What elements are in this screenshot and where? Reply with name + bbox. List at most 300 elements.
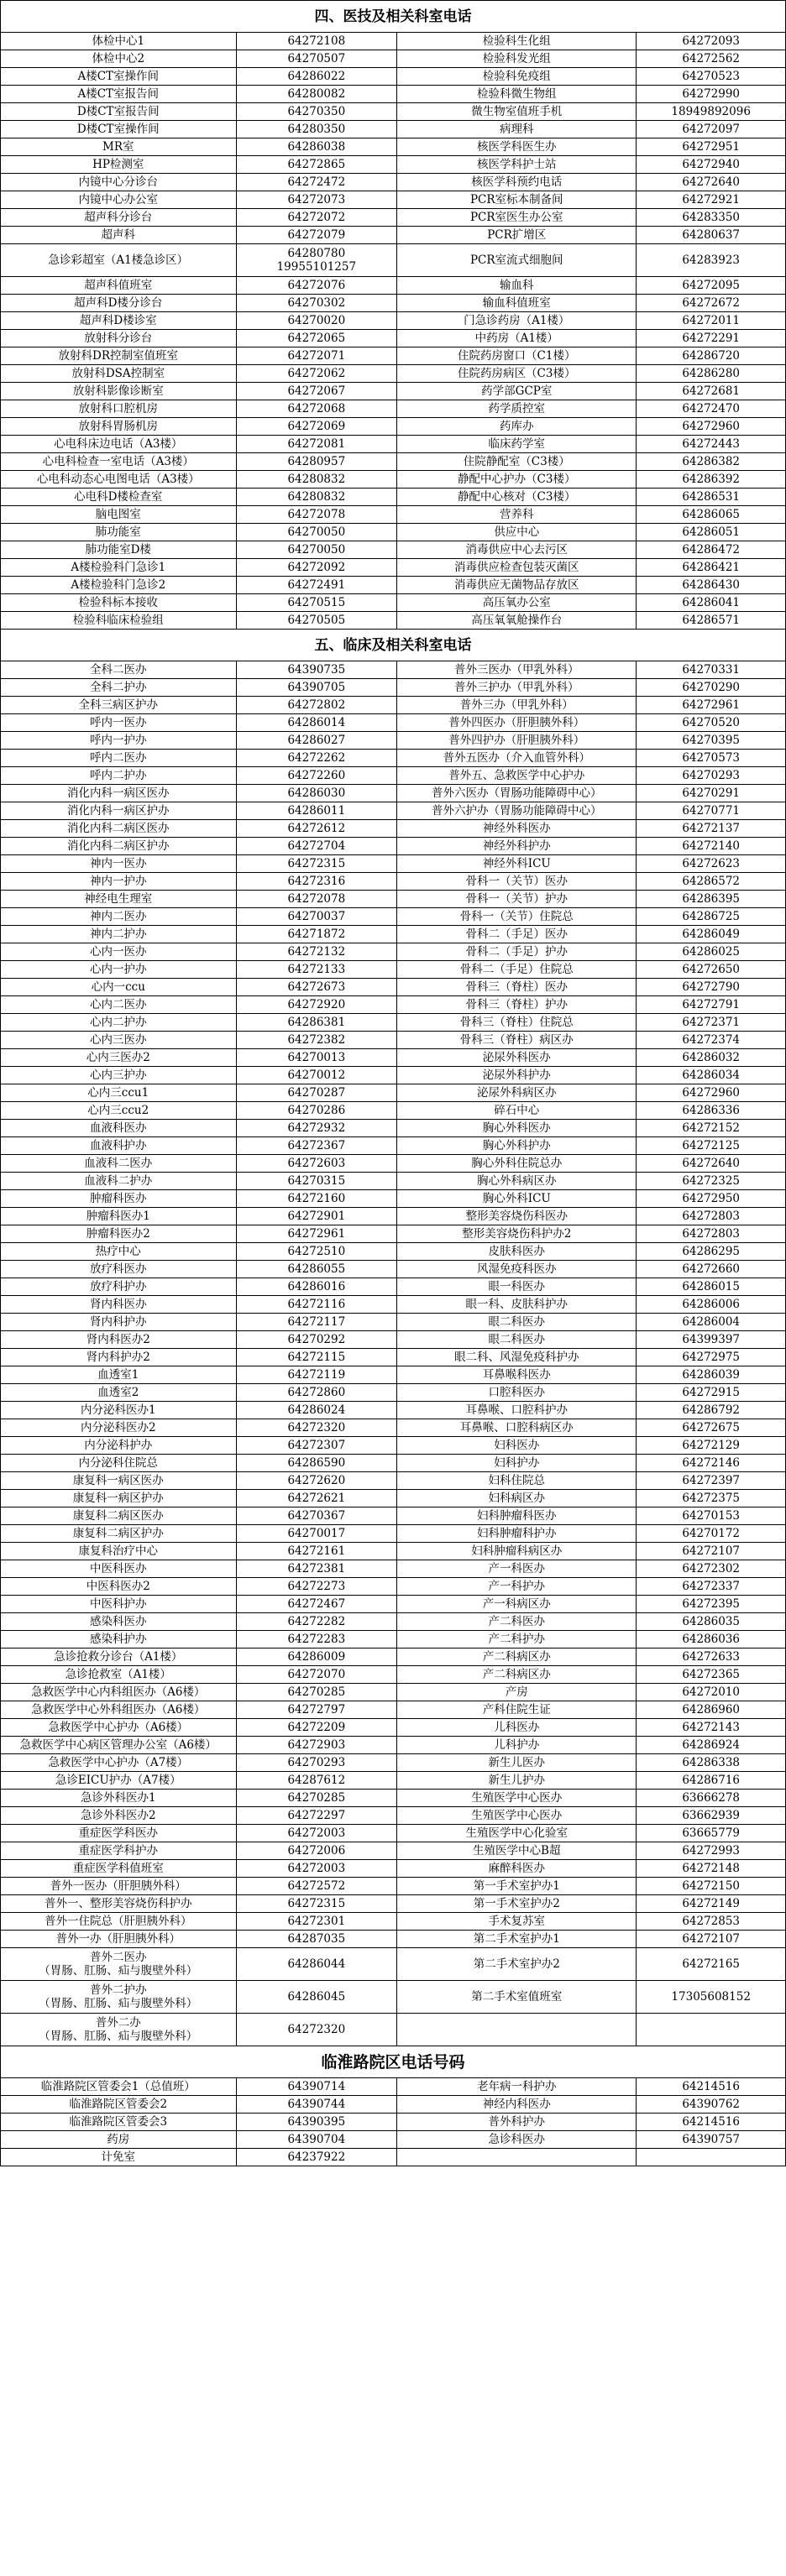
department-name: 泌尿外科医办 — [397, 1049, 637, 1067]
department-name: 心内一ccu — [1, 979, 237, 996]
phone-number: 63666278 — [637, 1790, 786, 1807]
department-name: 静配中心核对（C3楼） — [397, 489, 637, 506]
table-row — [1, 855, 786, 873]
phone-number: 64272612 — [236, 820, 397, 838]
table-row — [1, 209, 786, 227]
phone-number: 64286014 — [236, 714, 397, 732]
table-row — [1, 50, 786, 68]
phone-number: 64272260 — [236, 767, 397, 785]
department-name: 检验科生化组 — [397, 33, 637, 50]
phone-number: 64390705 — [236, 679, 397, 697]
phone-number: 64272161 — [236, 1543, 397, 1560]
phone-number: 64272621 — [236, 1490, 397, 1507]
phone-number: 64272307 — [236, 1437, 397, 1455]
department-name: 胸心外科病区办 — [397, 1173, 637, 1190]
department-name: 肾内科医办2 — [1, 1331, 237, 1349]
department-name — [1, 1981, 237, 2014]
department-name: 检验科微生物组 — [397, 86, 637, 103]
phone-number: 64272467 — [236, 1596, 397, 1613]
phone-number: 64272375 — [637, 1490, 786, 1507]
section-title: 五、临床及相关科室电话 — [1, 630, 786, 661]
table-row — [1, 1032, 786, 1049]
cell-line: 19955101257 — [276, 260, 357, 274]
phone-number: 64286030 — [236, 785, 397, 802]
phone-number: 64272062 — [236, 365, 397, 383]
phone-number: 64270285 — [236, 1790, 397, 1807]
phone-number: 64272078 — [236, 506, 397, 524]
phone-number: 64272095 — [637, 277, 786, 295]
department-name: 碎石中心 — [397, 1102, 637, 1120]
phone-number: 64272603 — [236, 1155, 397, 1173]
phone-number: 64272940 — [637, 156, 786, 174]
phone-number: 64271872 — [236, 926, 397, 943]
department-name: 产二科医办 — [397, 1613, 637, 1631]
phone-number: 64272791 — [637, 996, 786, 1014]
department-name: 体检中心2 — [1, 50, 237, 68]
department-name: 生殖医学中心B超 — [397, 1842, 637, 1860]
department-name: 康复科治疗中心 — [1, 1543, 237, 1560]
department-name: 营养科 — [397, 506, 637, 524]
department-name: 普外一医办（肝胆胰外科） — [1, 1878, 237, 1895]
phone-number: 64286472 — [637, 541, 786, 559]
department-name: 放疗科护办 — [1, 1278, 237, 1296]
department-name: 骨科三（脊柱）住院总 — [397, 1014, 637, 1032]
department-name: 胸心外科护办 — [397, 1137, 637, 1155]
phone-number: 64272950 — [637, 1190, 786, 1208]
department-name: 耳鼻喉、口腔科病区办 — [397, 1419, 637, 1437]
phone-number: 64390757 — [637, 2131, 786, 2149]
phone-number: 64272443 — [637, 436, 786, 453]
phone-number: 64286571 — [637, 612, 786, 630]
table-row — [1, 594, 786, 612]
department-name: 高压氧氧舱操作台 — [397, 612, 637, 630]
department-name: 心内三ccu1 — [1, 1084, 237, 1102]
phone-number: 64270315 — [236, 1173, 397, 1190]
department-name: 检验科发光组 — [397, 50, 637, 68]
department-name: 心电科检查一室电话（A3楼） — [1, 453, 237, 471]
table-row — [1, 1860, 786, 1878]
department-name: 放射科分诊台 — [1, 330, 237, 347]
cell-line: （胃肠、肛肠、疝与腹壁外科） — [39, 2030, 198, 2043]
cell-line: （胃肠、肛肠、疝与腹壁外科） — [39, 1997, 198, 2010]
phone-number: 64286924 — [637, 1737, 786, 1754]
cell-line: 普外二办 — [95, 2016, 141, 2030]
department-name: 神内一护办 — [1, 873, 237, 891]
phone-number: 64270050 — [236, 524, 397, 541]
phone-number: 64272129 — [637, 1437, 786, 1455]
phone-number: 64214516 — [637, 2114, 786, 2131]
phone-number: 64272803 — [637, 1208, 786, 1225]
department-name: 神内二医办 — [1, 908, 237, 926]
department-name: 泌尿外科护办 — [397, 1067, 637, 1084]
cell-line: 普外二医办 — [90, 1951, 147, 1964]
table-row — [1, 873, 786, 891]
phone-number: 64272681 — [637, 383, 786, 400]
phone-number: 64272853 — [637, 1913, 786, 1931]
phone-number: 64272961 — [637, 697, 786, 714]
department-name: 普外一、整形美容烧伤科护办 — [1, 1895, 237, 1913]
department-name: 神经外科ICU — [397, 855, 637, 873]
table-row — [1, 1613, 786, 1631]
table-row — [1, 1208, 786, 1225]
table-row — [1, 2149, 786, 2166]
department-name: 内镜中心分诊台 — [1, 174, 237, 191]
phone-number: 64272371 — [637, 1014, 786, 1032]
department-name: 第一手术室护办2 — [397, 1895, 637, 1913]
table-row — [1, 1525, 786, 1543]
phone-number: 64270286 — [236, 1102, 397, 1120]
table-row — [1, 1895, 786, 1913]
phone-number: 64272092 — [236, 559, 397, 577]
phone-number: 64272146 — [637, 1455, 786, 1472]
table-row — [1, 1049, 786, 1067]
phone-number: 64237922 — [236, 2149, 397, 2166]
table-row — [1, 1666, 786, 1684]
department-name: 产房 — [397, 1684, 637, 1701]
table-row — [1, 1243, 786, 1261]
department-name — [397, 2149, 637, 2166]
department-name: 儿科医办 — [397, 1719, 637, 1737]
phone-number: 64287035 — [236, 1931, 397, 1948]
phone-number: 64286032 — [637, 1049, 786, 1067]
phone-number: 64270050 — [236, 541, 397, 559]
table-row — [1, 1737, 786, 1754]
department-name: PCR室流式细胞间 — [397, 244, 637, 277]
department-name: 呼内二护办 — [1, 767, 237, 785]
department-name: 放射科DR控制室值班室 — [1, 347, 237, 365]
phone-number: 64272011 — [637, 312, 786, 330]
table-row — [1, 785, 786, 802]
department-name: 感染科医办 — [1, 1613, 237, 1631]
department-name: 供应中心 — [397, 524, 637, 541]
phone-number: 64272990 — [637, 86, 786, 103]
department-name: 眼二科医办 — [397, 1314, 637, 1331]
department-name: 重症医学科医办 — [1, 1825, 237, 1842]
department-name: 风湿免疫科医办 — [397, 1261, 637, 1278]
phone-number: 64272960 — [637, 418, 786, 436]
phone-number: 64272107 — [637, 1931, 786, 1948]
table-row — [1, 767, 786, 785]
phone-number: 64272640 — [637, 174, 786, 191]
phone-number: 64270520 — [637, 714, 786, 732]
department-name: 超声科D楼分诊台 — [1, 295, 237, 312]
phone-number: 64270172 — [637, 1525, 786, 1543]
department-name: 计免室 — [1, 2149, 237, 2166]
phone-number: 64280832 — [236, 489, 397, 506]
department-name: 康复科二病区医办 — [1, 1507, 237, 1525]
cell-line: 64280780 — [287, 247, 346, 260]
phone-number: 64272262 — [236, 750, 397, 767]
phone-number: 64272125 — [637, 1137, 786, 1155]
table-row — [1, 961, 786, 979]
table-row — [1, 1384, 786, 1402]
phone-number: 64272273 — [236, 1578, 397, 1596]
department-name: 生殖医学中心医办 — [397, 1790, 637, 1807]
phone-number: 64286725 — [637, 908, 786, 926]
department-name: 整形美容烧伤科护办2 — [397, 1225, 637, 1243]
table-row — [1, 559, 786, 577]
department-name: 病理科 — [397, 121, 637, 138]
phone-number: 64272117 — [236, 1314, 397, 1331]
phone-number: 64286430 — [637, 577, 786, 594]
table-row — [1, 943, 786, 961]
table-row — [1, 383, 786, 400]
table-row — [1, 1155, 786, 1173]
phone-number: 64272108 — [236, 33, 397, 50]
phone-number: 64286590 — [236, 1455, 397, 1472]
phone-number: 64272640 — [637, 1155, 786, 1173]
table-row — [1, 191, 786, 209]
phone-number: 64272073 — [236, 191, 397, 209]
department-name: 输血科 — [397, 277, 637, 295]
table-row — [1, 1455, 786, 1472]
phone-number: 64272802 — [236, 697, 397, 714]
department-name: 第二手术室护办2 — [397, 1948, 637, 1981]
table-row — [1, 1649, 786, 1666]
phone-number: 64272093 — [637, 33, 786, 50]
table-row — [1, 926, 786, 943]
phone-number: 64272915 — [637, 1384, 786, 1402]
department-name: 内分泌科护办 — [1, 1437, 237, 1455]
department-name: 骨科二（手足）住院总 — [397, 961, 637, 979]
department-name: 放射科胃肠机房 — [1, 418, 237, 436]
table-row — [1, 436, 786, 453]
phone-number: 64390714 — [236, 2078, 397, 2096]
section-header — [1, 630, 786, 661]
phone-number: 64272860 — [236, 1384, 397, 1402]
department-name: 产一科医办 — [397, 1560, 637, 1578]
department-name: 急救医学中心内科组医办（A6楼） — [1, 1684, 237, 1701]
phone-number — [236, 244, 397, 277]
department-name: 感染科护办 — [1, 1631, 237, 1649]
phone-number: 64286295 — [637, 1243, 786, 1261]
table-row — [1, 174, 786, 191]
phone-number: 64272069 — [236, 418, 397, 436]
department-name: 药库办 — [397, 418, 637, 436]
department-name: 泌尿外科病区办 — [397, 1084, 637, 1102]
department-name: 普外四护办（肝胆胰外科） — [397, 732, 637, 750]
phone-number: 64272673 — [236, 979, 397, 996]
phone-number: 64280637 — [637, 227, 786, 244]
phone-number: 64272472 — [236, 174, 397, 191]
phone-number: 64286015 — [637, 1278, 786, 1296]
department-name: 消化内科一病区医办 — [1, 785, 237, 802]
table-row — [1, 661, 786, 679]
phone-number: 64272797 — [236, 1701, 397, 1719]
table-row — [1, 1701, 786, 1719]
department-name: 肿瘤科医办2 — [1, 1225, 237, 1243]
table-row — [1, 908, 786, 926]
department-name — [397, 2014, 637, 2046]
table-row — [1, 1981, 786, 2014]
table-row — [1, 1578, 786, 1596]
phone-number: 64286039 — [637, 1366, 786, 1384]
department-name — [1, 2014, 237, 2046]
department-name: 心内三医办2 — [1, 1049, 237, 1067]
department-name: 第一手术室护办1 — [397, 1878, 637, 1895]
cell-line: （胃肠、肛肠、疝与腹壁外科） — [39, 1964, 198, 1978]
phone-number: 64272143 — [637, 1719, 786, 1737]
department-name: 胸心外科住院总办 — [397, 1155, 637, 1173]
phone-number: 64390762 — [637, 2096, 786, 2114]
phone-number: 64272623 — [637, 855, 786, 873]
department-name: 肺功能室D楼 — [1, 541, 237, 559]
phone-number: 64286022 — [236, 68, 397, 86]
department-name: 重症医学科护办 — [1, 1842, 237, 1860]
department-name: 骨科三（脊柱）护办 — [397, 996, 637, 1014]
department-name: 第二手术室值班室 — [397, 1981, 637, 2014]
phone-number: 64390735 — [236, 661, 397, 679]
department-name: 急诊EICU护办（A7楼） — [1, 1772, 237, 1790]
phone-number: 64272395 — [637, 1596, 786, 1613]
department-name: 心电科D楼检查室 — [1, 489, 237, 506]
department-name: 普外五、急救医学中心护办 — [397, 767, 637, 785]
department-name: 神经外科医办 — [397, 820, 637, 838]
department-name: 麻醉科医办 — [397, 1860, 637, 1878]
phone-number: 64270395 — [637, 732, 786, 750]
department-name — [1, 1948, 237, 1981]
table-row — [1, 697, 786, 714]
table-row — [1, 227, 786, 244]
phone-number: 64270573 — [637, 750, 786, 767]
department-name: 呼内二医办 — [1, 750, 237, 767]
table-row — [1, 1102, 786, 1120]
phone-number: 64272149 — [637, 1895, 786, 1913]
department-name: 心内三医办 — [1, 1032, 237, 1049]
phone-number: 64272325 — [637, 1173, 786, 1190]
phone-number: 64280832 — [236, 471, 397, 489]
table-row — [1, 2078, 786, 2096]
table-row — [1, 103, 786, 121]
phone-number: 64272491 — [236, 577, 397, 594]
table-row — [1, 400, 786, 418]
department-name: 检验科标本接收 — [1, 594, 237, 612]
phone-number: 64272301 — [236, 1913, 397, 1931]
phone-number: 64272119 — [236, 1366, 397, 1384]
phone-number: 64272079 — [236, 227, 397, 244]
table-row — [1, 277, 786, 295]
department-name: 检验科临床检验组 — [1, 612, 237, 630]
table-row — [1, 138, 786, 156]
phone-number: 64272115 — [236, 1349, 397, 1366]
department-name: 放疗科医办 — [1, 1261, 237, 1278]
department-name: 肿瘤科医办1 — [1, 1208, 237, 1225]
phone-number: 64286421 — [637, 559, 786, 577]
table-row — [1, 156, 786, 174]
phone-number: 64272148 — [637, 1860, 786, 1878]
table-row — [1, 244, 786, 277]
phone-number: 64390744 — [236, 2096, 397, 2114]
phone-number: 64272140 — [637, 838, 786, 855]
phone-number: 64270037 — [236, 908, 397, 926]
table-row — [1, 453, 786, 471]
phone-number: 64286960 — [637, 1701, 786, 1719]
phone-number: 64270153 — [637, 1507, 786, 1525]
phone-number: 64272137 — [637, 820, 786, 838]
department-name: 内镜中心办公室 — [1, 191, 237, 209]
department-name: 内分泌科医办2 — [1, 1419, 237, 1437]
department-name: 肾内科护办 — [1, 1314, 237, 1331]
department-name: 血液科医办 — [1, 1120, 237, 1137]
table-row — [1, 541, 786, 559]
department-name: 临淮路院区管委会3 — [1, 2114, 237, 2131]
department-name: 妇科肿瘤科护办 — [397, 1525, 637, 1543]
department-name: A楼CT室报告间 — [1, 86, 237, 103]
table-row — [1, 1067, 786, 1084]
phone-number: 64272081 — [236, 436, 397, 453]
table-row — [1, 1807, 786, 1825]
department-name: 高压氧办公室 — [397, 594, 637, 612]
phone-number: 64272903 — [236, 1737, 397, 1754]
department-name: MR室 — [1, 138, 237, 156]
department-name: A楼检验科门急诊2 — [1, 577, 237, 594]
phone-number: 64272076 — [236, 277, 397, 295]
phone-number: 63665779 — [637, 1825, 786, 1842]
phone-number: 64287612 — [236, 1772, 397, 1790]
department-name: 口腔科医办 — [397, 1384, 637, 1402]
department-name: 产二科护办 — [397, 1631, 637, 1649]
phone-number: 64286009 — [236, 1649, 397, 1666]
table-row — [1, 347, 786, 365]
department-name: 检验科免疫组 — [397, 68, 637, 86]
department-name: 超声科分诊台 — [1, 209, 237, 227]
department-name: 内分泌科医办1 — [1, 1402, 237, 1419]
department-name: 骨科二（手足）护办 — [397, 943, 637, 961]
phone-number: 64272315 — [236, 855, 397, 873]
phone-number: 64272003 — [236, 1860, 397, 1878]
department-name: 第二手术室护办1 — [397, 1931, 637, 1948]
department-name: 急救医学中心外科组医办（A6楼） — [1, 1701, 237, 1719]
phone-number: 64280082 — [236, 86, 397, 103]
department-name: 临淮路院区管委会1（总值班） — [1, 2078, 237, 2096]
phone-number: 64272337 — [637, 1578, 786, 1596]
phone-number: 64272320 — [236, 2014, 397, 2046]
department-name: 全科三病区护办 — [1, 697, 237, 714]
department-name: 妇科医办 — [397, 1437, 637, 1455]
department-name: A楼检验科门急诊1 — [1, 559, 237, 577]
department-name: 肺功能室 — [1, 524, 237, 541]
phone-number: 64283923 — [637, 244, 786, 277]
department-name: 消化内科二病区医办 — [1, 820, 237, 838]
department-name: 急救医学中心护办（A6楼） — [1, 1719, 237, 1737]
department-name: 骨科三（脊柱）病区办 — [397, 1032, 637, 1049]
phone-number: 64286024 — [236, 1402, 397, 1419]
department-name: 超声科 — [1, 227, 237, 244]
phone-number: 64270292 — [236, 1331, 397, 1349]
department-name: D楼CT室操作间 — [1, 121, 237, 138]
table-row — [1, 714, 786, 732]
department-name: 门急诊药房（A1楼） — [397, 312, 637, 330]
phone-number: 64272315 — [236, 1895, 397, 1913]
department-name: 骨科一（关节）医办 — [397, 873, 637, 891]
department-name: 临床药学室 — [397, 436, 637, 453]
phone-number: 64272672 — [637, 295, 786, 312]
department-name: 普外五医办（介入血管外科） — [397, 750, 637, 767]
phone-number: 64272975 — [637, 1349, 786, 1366]
department-name: D楼CT室报告间 — [1, 103, 237, 121]
department-name: 全科二护办 — [1, 679, 237, 697]
phone-number: 64270287 — [236, 1084, 397, 1102]
phone-number: 64286336 — [637, 1102, 786, 1120]
department-name: 心内三ccu2 — [1, 1102, 237, 1120]
phone-number: 64286716 — [637, 1772, 786, 1790]
department-name: 生殖医学中心医办 — [397, 1807, 637, 1825]
table-row — [1, 524, 786, 541]
phone-number: 64270505 — [236, 612, 397, 630]
department-name: 急诊彩超室（A1楼急诊区） — [1, 244, 237, 277]
department-name: 重症医学科值班室 — [1, 1860, 237, 1878]
phone-number: 64286382 — [637, 453, 786, 471]
